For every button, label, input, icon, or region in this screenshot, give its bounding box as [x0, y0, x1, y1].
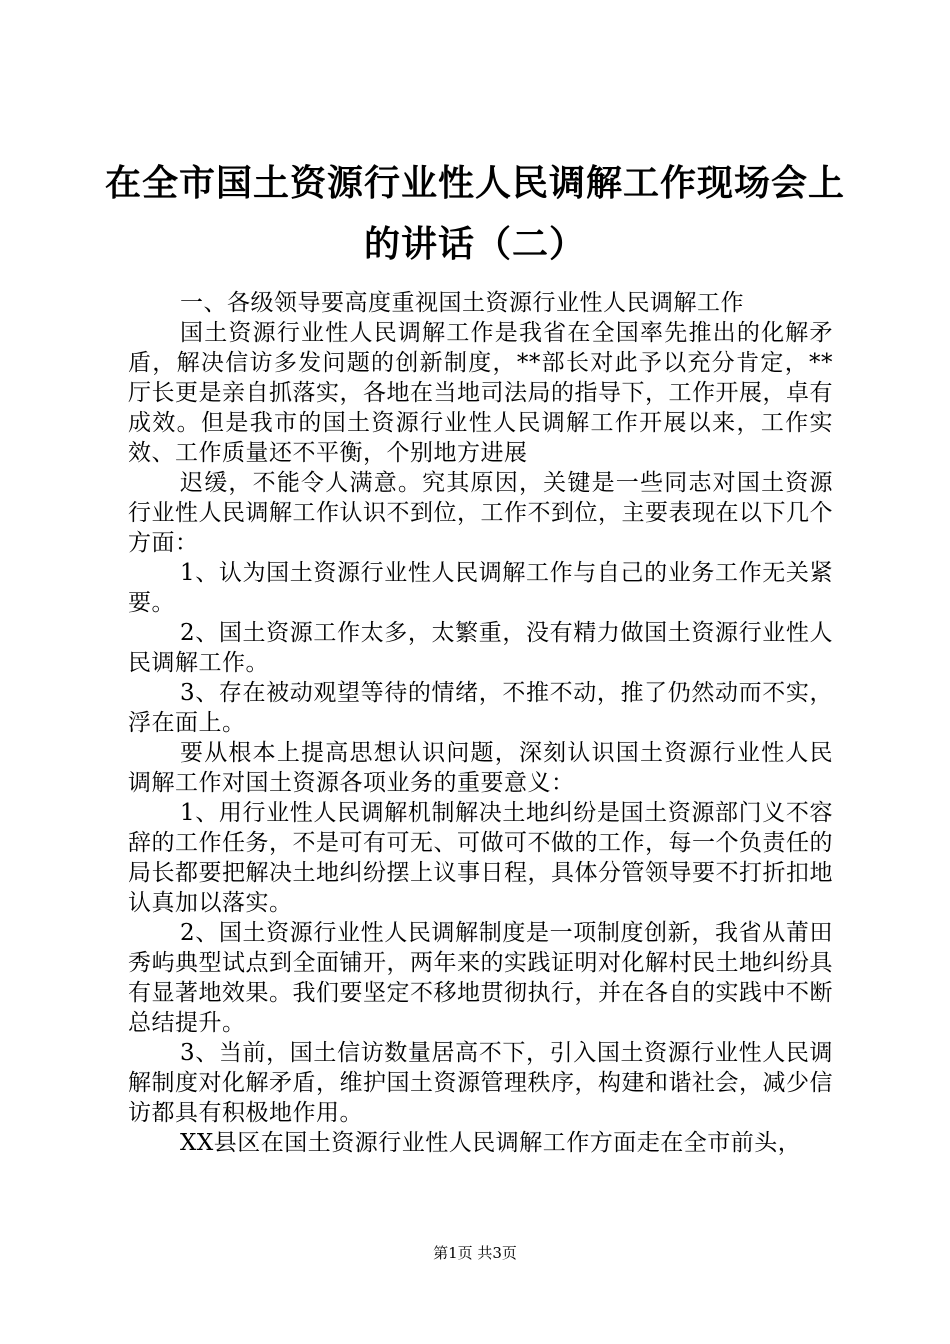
page-number-footer: 第1页 共3页: [433, 1244, 517, 1262]
document-title-line-1: 在全市国土资源行业性人民调解工作现场会上: [104, 162, 845, 204]
body-paragraph: XX县区在国土资源行业性人民调解工作方面走在全市前头，: [180, 1130, 802, 1156]
document-body: [128, 288, 833, 1158]
body-paragraph: 迟缓，不能令人满意。究其原因，关键是一些同志对国土资源行业性人民调解工作认识不到位，工作不到位，主要表现在以下几个方面：: [128, 470, 833, 556]
section-heading: 一、各级领导要高度重视国土资源行业性人民调解工作: [180, 290, 744, 316]
list-item: 2、国土资源工作太多，太繁重，没有精力做国土资源行业性人民调解工作。: [128, 620, 833, 676]
list-item: 1、用行业性人民调解机制解决土地纠纷是国土资源部门义不容辞的工作任务，不是可有可无、可做可不做的工作，每一个负责任的局长都要把解决土地纠纷摆上议事日程，具体分管领导要不打折扣地认真加以落实。: [128, 800, 833, 916]
list-item: 2、国土资源行业性人民调解制度是一项制度创新，我省从莆田秀屿典型试点到全面铺开，两年来的实践证明对化解村民土地纠纷具有显著地效果。我们要坚定不移地贯彻执行，并在各自的实践中不断总结提升。: [128, 920, 833, 1036]
body-paragraph: 要从根本上提高思想认识问题，深刻认识国土资源行业性人民调解工作对国土资源各项业务的重要意义：: [128, 740, 833, 796]
document-title-line-2: 的讲话（二）: [363, 223, 586, 265]
list-item: 3、当前，国土信访数量居高不下，引入国土资源行业性人民调解制度对化解矛盾，维护国土资源管理秩序，构建和谐社会，减少信访都具有积极地作用。: [128, 1040, 833, 1126]
list-item: 1、认为国土资源行业性人民调解工作与自己的业务工作无关紧要。: [128, 560, 833, 616]
list-item: 3、存在被动观望等待的情绪，不推不动，推了仍然动而不实，浮在面上。: [128, 680, 833, 736]
body-paragraph: 国土资源行业性人民调解工作是我省在全国率先推出的化解矛盾，解决信访多发问题的创新制度，**部长对此予以充分肯定，**厅长更是亲自抓落实，各地在当地司法局的指导下，工作开展，卓有成效。但是我市的国土资源行业性人民调解工作开展以来，工作实效、工作质量还不平衡，个别地方进展: [128, 320, 833, 466]
